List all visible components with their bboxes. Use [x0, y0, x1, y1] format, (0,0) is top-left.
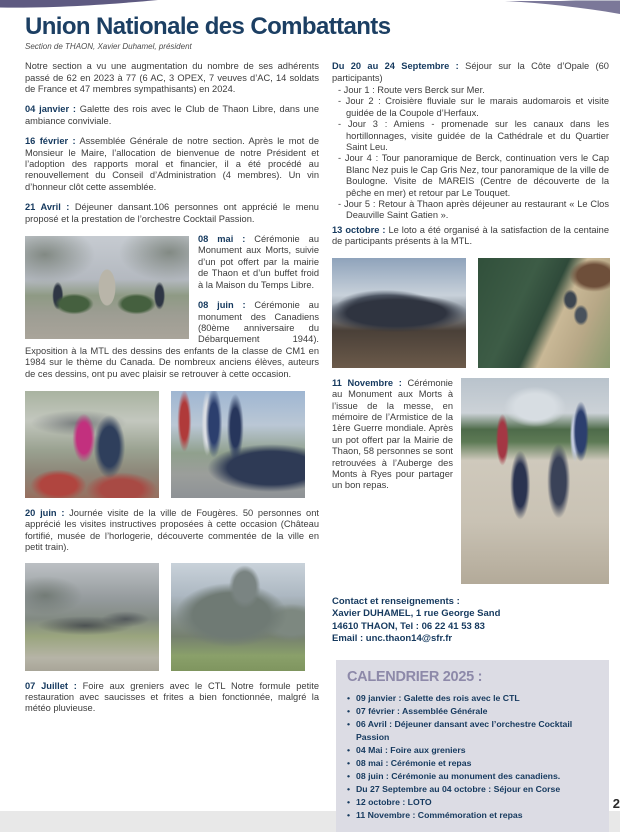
sejour-day-5: - Jour 5 : Retour à Thaon après déjeuner au restaurant « Le Clos Deauville Saint Gatien ». [338, 199, 609, 221]
event-text: Cérémonie au monument des Canadiens (80ème anniversaire du Débarquement 1944). Exposition à la MTL des dessins des enfants de la classe de CM1 en 1984 sur le thème du Canada. De nombreux anciens élèves, auteurs de ces dessins, ont pu avec plaisir se retrouver à cette occasion. [25, 300, 319, 379]
calendar-item: • 08 juin : Cérémonie au monument des canadiens. [347, 770, 598, 783]
event-text: Cérémonie au Monument aux Morts, suivie d’un pot offert par la mairie de Thaon et d’un buffet froid à la Maison du Temps Libre. [198, 234, 319, 290]
event-date: 16 février : [25, 136, 76, 147]
event-text: Journée visite de la ville de Fougères. 50 personnes ont apprécié les visites instructives proposées à cette occasion (Château fortifié, musée de l’horlogerie, découverte commentée de la ville en petit train). [25, 507, 319, 553]
calendar-title: CALENDRIER 2025 : [347, 668, 483, 685]
calendar-item: • 08 mai : Cérémonie et repas [347, 757, 598, 770]
event-13-octobre [332, 225, 609, 248]
photo-pier-group [332, 258, 466, 368]
sejour-day-1: - Jour 1 : Route vers Berck sur Mer. [338, 85, 485, 95]
novembre-block [332, 378, 609, 584]
calendar-item: • 04 Mai : Foire aux greniers [347, 744, 598, 757]
calendar-item: • 12 octobre : LOTO [347, 796, 598, 809]
calendar-box [336, 660, 609, 832]
photo-castle-courtyard-group [25, 563, 159, 671]
event-date: 07 Juillet : [25, 680, 77, 691]
calendar-list [347, 692, 598, 822]
contact-heading: Contact et renseignements : [332, 595, 460, 607]
page-number: 2 [612, 796, 620, 811]
photo-pair-ceremony [25, 391, 319, 498]
event-04-janvier [25, 104, 319, 127]
event-text: Galette des rois avec le Club de Thaon Libre, dans une ambiance conviviale. [25, 104, 320, 126]
event-date: 08 mai : [198, 234, 246, 245]
event-text: Assemblée Générale de notre section. Après le mot de Monsieur le Maire, l’allocation de bienvenue de notre Président et l’adoption des rapports moral et financier, il a été procédé au renouvellement du Conseil d’Administration (4 membres). Un vin d’honneur clôt cette assemblée. [25, 136, 319, 192]
photo-wreath-laying [25, 391, 159, 498]
left-column [25, 61, 319, 832]
event-21-avril [25, 202, 319, 225]
contact-email: Email : unc.thaon14@sfr.fr [332, 633, 453, 645]
event-sejour-heading [332, 61, 609, 84]
event-text: Séjour sur la Côte d’Opale (60 participants) [332, 61, 609, 83]
event-date: 21 Avril : [25, 202, 70, 213]
sejour-day-2: - Jour 2 : Croisière fluviale sur le marais audomarois et visite guidée de la Coupole d’Herfaux. [338, 96, 609, 118]
calendar-item: • 07 février : Assemblée Générale [347, 705, 598, 718]
contact-address: Xavier DUHAMEL, 1 rue George Sand [332, 608, 501, 620]
event-date: 04 janvier : [25, 104, 76, 115]
calendar-item: • 06 Avril : Déjeuner dansant avec l’orchestre Cocktail Passion [347, 718, 598, 744]
event-date: Du 20 au 24 Septembre : [332, 61, 459, 72]
calendar-item: • 11 Novembre : Commémoration et repas [347, 809, 598, 822]
calendar-item: • Du 27 Septembre au 04 octobre : Séjour en Corse [347, 783, 598, 796]
page-subtitle: Section de THAON, Xavier Duhamel, président [25, 42, 192, 52]
event-text: Foire aux greniers avec le CTL Notre formule petite restauration avec saucisses et frites a bien fonctionnée, malgré la météo pluvieuse. [25, 680, 319, 714]
contact-block [332, 596, 609, 646]
event-text: Le loto a été organisé à la satisfaction de la centaine de participants présents à la MTL. [332, 224, 609, 247]
event-20-juin [25, 508, 319, 554]
photo-canal-boat [478, 258, 610, 368]
event-07-juillet [25, 681, 319, 715]
intro-paragraph: Notre section a vu une augmentation du nombre de ses adhérents passé de 62 en 2023 à 77 (6 AC, 3 OPEX, 7 veuves d’AC, 14 soldats de France et 47 membres sympathisants) en 2024. [25, 61, 319, 94]
page-title: Union Nationale des Combattants [25, 13, 391, 40]
event-16-fevrier [25, 136, 319, 193]
sejour-day-4: - Jour 4 : Tour panoramique de Berck, continuation vers le Cap Blanc Nez puis le Cap Gris Nez, tour panoramique de la ville de Boulogne. Visite de MAREIS (Centre de découverte de la pêche en mer) et retour par Le Touquet. [338, 153, 609, 198]
photo-castle-ramparts [171, 563, 305, 671]
mai-juin-block [25, 234, 319, 389]
event-date: 08 juin : [198, 300, 246, 311]
photo-flag-bearers [461, 378, 609, 584]
event-date: 13 octobre : [332, 224, 386, 235]
event-date: 11 Novembre : [332, 377, 402, 388]
two-column-layout [25, 61, 609, 832]
contact-phone: 14610 THAON, Tel : 06 22 41 53 83 [332, 620, 485, 632]
event-text: Déjeuner dansant.106 personnes ont apprécié le menu proposé et la prestation de l’orchestre Cocktail Passion. [25, 202, 319, 224]
right-column [332, 61, 609, 832]
photo-pair-sejour [332, 258, 609, 368]
page-content [25, 14, 609, 832]
sejour-day-3: - Jour 3 : Amiens - promenade sur les canaux dans les hortillonnages, visite guidée de la Cathédrale et du Quartier Saint Leu. [338, 119, 609, 153]
event-text: Cérémonie au Monument aux Morts à l’issue de la messe, en mémoire de l’Armistice de la 1ère Guerre mondiale. Après un pot offert par la Mairie de Thaon, 58 personnes se sont retrouvées à l’Auberge des Monts à Ryes pour partager un bon repas. [332, 377, 453, 491]
photo-pair-fougeres [25, 563, 319, 671]
photo-monument-ceremony [25, 236, 189, 339]
event-date: 20 juin : [25, 507, 65, 518]
novembre-text [332, 378, 453, 584]
photo-flag-parade [171, 391, 305, 498]
sejour-days-list [332, 85, 609, 222]
event-11-novembre [332, 378, 453, 492]
calendar-item: • 09 janvier : Galette des rois avec le CTL [347, 692, 598, 705]
